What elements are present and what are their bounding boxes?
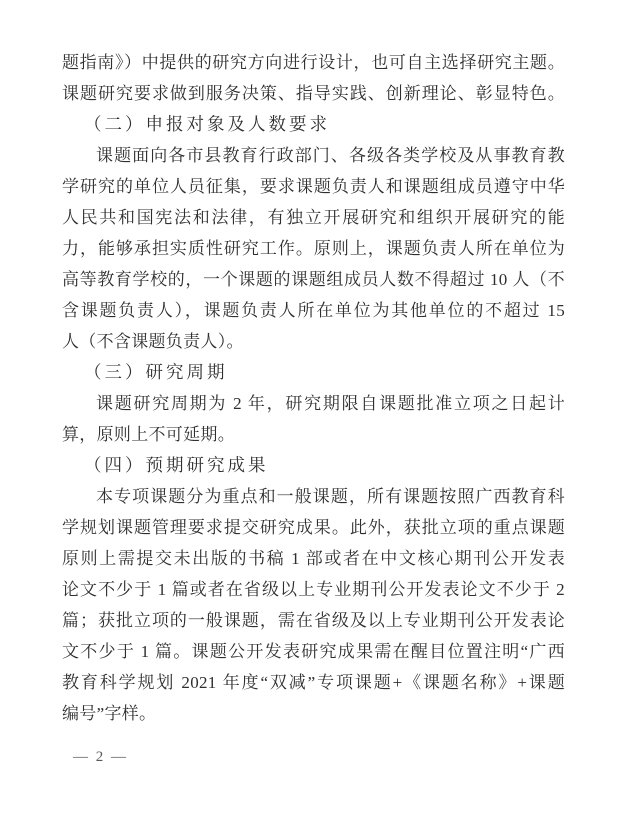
section-heading: （四）预期研究成果 <box>84 455 269 475</box>
text-line: 算，原则上不可延期。 <box>62 425 235 444</box>
text-line: 学规划课题管理要求提交研究成果。此外，获批立项的重点课题 <box>62 518 565 537</box>
text-line: 本专项课题分为重点和一般课题，所有课题按照广西教育科 <box>96 487 565 506</box>
text-line: 课题研究周期为 2 年，研究期限自课题批准立项之日起计 <box>96 394 565 413</box>
text-line: 力，能够承担实质性研究工作。原则上，课题负责人所在单位为 <box>62 239 565 258</box>
text-line: 含课题负责人），课题负责人所在单位为其他单位的不超过 15 <box>62 301 565 320</box>
text-line: 学研究的单位人员征集，要求课题负责人和课题组成员遵守中华 <box>62 177 565 196</box>
text-line: 原则上需提交未出版的书稿 1 部或者在中文核心期刊公开发表 <box>62 549 565 568</box>
text-line: 人（不含课题负责人）。 <box>62 332 244 351</box>
section-heading: （二）申报对象及人数要求 <box>84 114 330 134</box>
text-line: 论文不少于 1 篇或者在省级以上专业期刊公开发表论文不少于 2 <box>62 580 565 599</box>
page-number: — 2 — <box>73 749 128 765</box>
text-line: 题指南》）中提供的研究方向进行设计，也可自主选择研究主题。 <box>62 53 565 72</box>
text-line: 教育科学规划 2021 年度“双减”专项课题+《课题名称》+课题 <box>62 673 565 692</box>
document-body <box>62 47 565 729</box>
text-line: 课题面向各市县教育行政部门、各级各类学校及从事教育教 <box>96 146 565 165</box>
text-line: 编号”字样。 <box>62 704 157 723</box>
text-line: 篇；获批立项的一般课题，需在省级及以上专业期刊公开发表论 <box>62 611 565 630</box>
text-line: 高等教育学校的，一个课题的课题组成员人数不得超过 10 人（不 <box>62 270 565 289</box>
section-heading: （三）研究周期 <box>84 362 228 382</box>
text-line: 文不少于 1 篇。课题公开发表研究成果需在醒目位置注明“广西 <box>62 642 565 661</box>
text-line: 课题研究要求做到服务决策、指导实践、创新理论、彰显特色。 <box>62 84 565 103</box>
text-line: 人民共和国宪法和法律，有独立开展研究和组织开展研究的能 <box>62 208 565 227</box>
